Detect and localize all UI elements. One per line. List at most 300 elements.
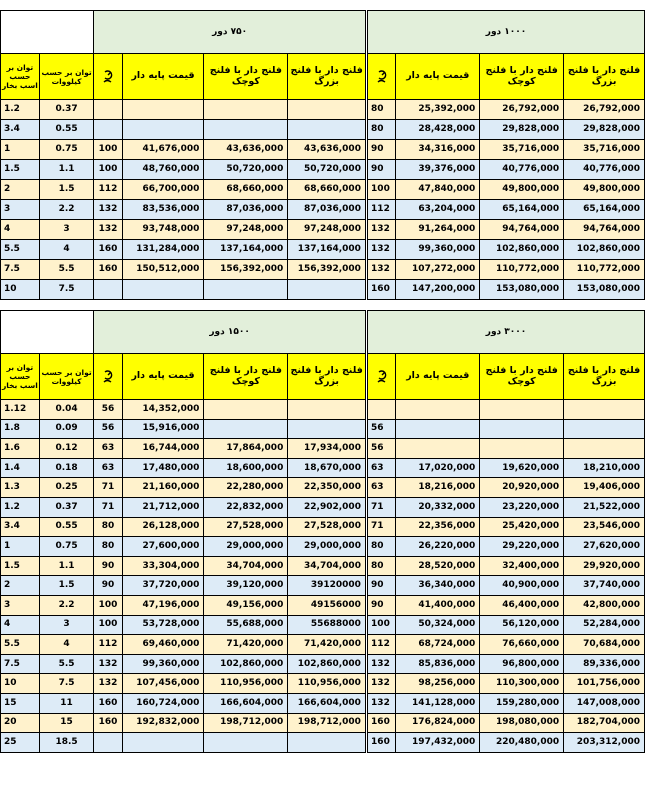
base-price-cell: 14,352,000 xyxy=(122,400,204,420)
frame-cell: 80 xyxy=(368,100,396,120)
small-flange-price-cell: 102,860,000 xyxy=(480,240,564,260)
frame-cell: 132 xyxy=(368,654,396,674)
hp-cell: 5.5 xyxy=(1,635,40,655)
big-flange-price-cell: 203,312,000 xyxy=(564,733,645,753)
hp-cell: 5.5 xyxy=(1,240,40,260)
kw-cell: 5.5 xyxy=(39,654,94,674)
frame-cell: 100 xyxy=(94,160,122,180)
big-flange-price-cell: 182,704,000 xyxy=(564,713,645,733)
big-flange-price-cell: 153,080,000 xyxy=(564,280,645,300)
table-row xyxy=(1,693,645,713)
header-frame xyxy=(94,54,122,100)
big-flange-price-cell: 102,860,000 xyxy=(564,240,645,260)
small-flange-price-cell: 40,776,000 xyxy=(480,160,564,180)
big-flange-price-cell: 65,164,000 xyxy=(564,200,645,220)
kw-cell: 0.55 xyxy=(39,120,94,140)
big-flange-price-cell: 94,764,000 xyxy=(564,220,645,240)
hp-cell: 2 xyxy=(1,180,40,200)
hp-cell: 7.5 xyxy=(1,260,40,280)
table-row xyxy=(1,200,645,220)
header-kw: توان بر حسب کیلووات xyxy=(39,54,94,100)
frame-cell: 100 xyxy=(368,615,396,635)
table-row xyxy=(1,100,645,120)
frame-cell: 160 xyxy=(368,713,396,733)
frame-cell: 56 xyxy=(368,439,396,459)
small-flange-price-cell: 27,528,000 xyxy=(204,517,288,537)
small-flange-price-cell: 159,280,000 xyxy=(480,693,564,713)
frame-cell: 80 xyxy=(368,120,396,140)
small-flange-price-cell xyxy=(204,400,288,420)
hp-cell: 1.5 xyxy=(1,556,40,576)
base-price-cell: 150,512,000 xyxy=(122,260,204,280)
table-row xyxy=(1,654,645,674)
big-flange-price-cell xyxy=(288,280,366,300)
table-row xyxy=(1,140,645,160)
base-price-cell: 99,360,000 xyxy=(122,654,204,674)
frame-cell: 63 xyxy=(368,458,396,478)
kw-cell: 5.5 xyxy=(39,260,94,280)
base-price-cell: 39,376,000 xyxy=(396,160,480,180)
big-flange-price-cell: 40,776,000 xyxy=(564,160,645,180)
big-flange-price-cell: 26,792,000 xyxy=(564,100,645,120)
hp-cell: 3.4 xyxy=(1,120,40,140)
big-flange-price-cell xyxy=(288,419,366,439)
small-flange-price-cell: 32,400,000 xyxy=(480,556,564,576)
small-flange-price-cell: 39,120,000 xyxy=(204,576,288,596)
base-price-cell: 25,392,000 xyxy=(396,100,480,120)
small-flange-price-cell: 110,300,000 xyxy=(480,674,564,694)
small-flange-price-cell: 220,480,000 xyxy=(480,733,564,753)
frame-cell: 160 xyxy=(94,693,122,713)
hp-cell: 1.12 xyxy=(1,400,40,420)
table-row xyxy=(1,497,645,517)
hp-cell: 2 xyxy=(1,576,40,596)
header-small-flange: فلنج دار با فلنج کوچک xyxy=(204,354,288,400)
hp-cell: 1 xyxy=(1,537,40,557)
frame-cell: 160 xyxy=(94,713,122,733)
table-row xyxy=(1,240,645,260)
frame-cell xyxy=(94,100,122,120)
frame-cell: 112 xyxy=(368,200,396,220)
price-table-750-1000 xyxy=(0,10,645,300)
frame-cell: 56 xyxy=(368,419,396,439)
big-flange-price-cell: 22,350,000 xyxy=(288,478,366,498)
base-price-cell: 27,600,000 xyxy=(122,537,204,557)
hp-cell: 25 xyxy=(1,733,40,753)
base-price-cell: 147,200,000 xyxy=(396,280,480,300)
frame-cell: 100 xyxy=(94,615,122,635)
hp-cell: 7.5 xyxy=(1,654,40,674)
small-flange-price-cell xyxy=(204,100,288,120)
kw-cell: 3 xyxy=(39,615,94,635)
kw-cell: 2.2 xyxy=(39,200,94,220)
base-price-cell: 22,356,000 xyxy=(396,517,480,537)
base-price-cell: 21,712,000 xyxy=(122,497,204,517)
frame-cell xyxy=(94,733,122,753)
base-price-cell: 176,824,000 xyxy=(396,713,480,733)
speedometer-icon xyxy=(102,69,114,85)
frame-cell: 71 xyxy=(94,478,122,498)
base-price-cell: 26,220,000 xyxy=(396,537,480,557)
hp-cell: 1 xyxy=(1,140,40,160)
base-price-cell: 197,432,000 xyxy=(396,733,480,753)
blank-corner xyxy=(1,311,94,354)
frame-cell: 80 xyxy=(94,517,122,537)
small-flange-price-cell: 46,400,000 xyxy=(480,595,564,615)
title-text: ۷۵۰ دور xyxy=(212,26,248,37)
base-price-cell: 15,916,000 xyxy=(122,419,204,439)
frame-cell: 132 xyxy=(368,693,396,713)
blank-corner xyxy=(1,11,94,54)
table-row xyxy=(1,576,645,596)
table-row xyxy=(1,439,645,459)
base-price-cell: 107,272,000 xyxy=(396,260,480,280)
header-kw: توان بر حسب کیلووات xyxy=(39,354,94,400)
hp-cell: 4 xyxy=(1,220,40,240)
small-flange-price-cell: 40,900,000 xyxy=(480,576,564,596)
kw-cell: 0.55 xyxy=(39,517,94,537)
header-hp: توان بر حسب اسب بخار xyxy=(1,354,40,400)
kw-cell: 0.37 xyxy=(39,100,94,120)
big-flange-price-cell: 29,000,000 xyxy=(288,537,366,557)
table-row xyxy=(1,419,645,439)
big-flange-price-cell: 42,800,000 xyxy=(564,595,645,615)
frame-cell: 132 xyxy=(94,654,122,674)
base-price-cell: 17,020,000 xyxy=(396,458,480,478)
speedometer-icon xyxy=(376,369,388,385)
hp-cell: 3 xyxy=(1,595,40,615)
big-flange-price-cell: 147,008,000 xyxy=(564,693,645,713)
hp-cell: 1.6 xyxy=(1,439,40,459)
base-price-cell: 85,836,000 xyxy=(396,654,480,674)
small-flange-price-cell: 56,120,000 xyxy=(480,615,564,635)
table-row xyxy=(1,220,645,240)
base-price-cell: 63,204,000 xyxy=(396,200,480,220)
base-price-cell: 53,728,000 xyxy=(122,615,204,635)
price-table-1500-3000 xyxy=(0,310,645,753)
kw-cell: 1.1 xyxy=(39,160,94,180)
base-price-cell: 47,840,000 xyxy=(396,180,480,200)
small-flange-price-cell xyxy=(480,419,564,439)
base-price-cell: 98,256,000 xyxy=(396,674,480,694)
base-price-cell: 141,128,000 xyxy=(396,693,480,713)
header-frame xyxy=(368,354,396,400)
big-flange-price-cell: 35,716,000 xyxy=(564,140,645,160)
speed-title-left xyxy=(94,11,366,54)
kw-cell: 0.04 xyxy=(39,400,94,420)
small-flange-price-cell xyxy=(204,419,288,439)
base-price-cell: 18,216,000 xyxy=(396,478,480,498)
small-flange-price-cell: 43,636,000 xyxy=(204,140,288,160)
frame-cell: 132 xyxy=(94,220,122,240)
base-price-cell xyxy=(396,439,480,459)
kw-cell: 4 xyxy=(39,240,94,260)
header-base: قیمت پایه دار xyxy=(122,354,204,400)
base-price-cell: 160,724,000 xyxy=(122,693,204,713)
big-flange-price-cell: 55688000 xyxy=(288,615,366,635)
big-flange-price-cell xyxy=(564,419,645,439)
base-price-cell: 99,360,000 xyxy=(396,240,480,260)
hp-cell: 1.8 xyxy=(1,419,40,439)
frame-cell: 90 xyxy=(368,576,396,596)
small-flange-price-cell: 97,248,000 xyxy=(204,220,288,240)
big-flange-price-cell: 17,934,000 xyxy=(288,439,366,459)
frame-cell: 100 xyxy=(368,180,396,200)
header-small-flange: فلنج دار با فلنج کوچک xyxy=(480,54,564,100)
title-text: ۱۵۰۰ دور xyxy=(209,326,250,337)
kw-cell: 7.5 xyxy=(39,674,94,694)
kw-cell: 0.75 xyxy=(39,140,94,160)
kw-cell: 0.75 xyxy=(39,537,94,557)
frame-cell xyxy=(94,120,122,140)
kw-cell: 0.09 xyxy=(39,419,94,439)
small-flange-price-cell xyxy=(480,400,564,420)
table-row xyxy=(1,674,645,694)
big-flange-price-cell: 22,902,000 xyxy=(288,497,366,517)
table-row xyxy=(1,478,645,498)
small-flange-price-cell: 35,716,000 xyxy=(480,140,564,160)
small-flange-price-cell: 49,156,000 xyxy=(204,595,288,615)
hp-cell: 1.2 xyxy=(1,497,40,517)
kw-cell: 3 xyxy=(39,220,94,240)
base-price-cell: 107,456,000 xyxy=(122,674,204,694)
base-price-cell: 91,264,000 xyxy=(396,220,480,240)
table-row xyxy=(1,517,645,537)
base-price-cell: 41,676,000 xyxy=(122,140,204,160)
table-row xyxy=(1,160,645,180)
small-flange-price-cell: 110,956,000 xyxy=(204,674,288,694)
big-flange-price-cell: 156,392,000 xyxy=(288,260,366,280)
header-small-flange: فلنج دار با فلنج کوچک xyxy=(204,54,288,100)
kw-cell: 11 xyxy=(39,693,94,713)
frame-cell: 80 xyxy=(94,537,122,557)
small-flange-price-cell: 166,604,000 xyxy=(204,693,288,713)
small-flange-price-cell: 198,080,000 xyxy=(480,713,564,733)
frame-cell: 112 xyxy=(94,180,122,200)
big-flange-price-cell: 34,704,000 xyxy=(288,556,366,576)
small-flange-price-cell: 34,704,000 xyxy=(204,556,288,576)
table-row xyxy=(1,615,645,635)
base-price-cell: 33,304,000 xyxy=(122,556,204,576)
frame-cell: 90 xyxy=(368,160,396,180)
hp-cell: 1.4 xyxy=(1,458,40,478)
table-row xyxy=(1,400,645,420)
frame-cell: 132 xyxy=(368,260,396,280)
big-flange-price-cell: 68,660,000 xyxy=(288,180,366,200)
table-row xyxy=(1,713,645,733)
base-price-cell xyxy=(122,100,204,120)
small-flange-price-cell: 25,420,000 xyxy=(480,517,564,537)
small-flange-price-cell: 18,600,000 xyxy=(204,458,288,478)
big-flange-price-cell xyxy=(288,400,366,420)
big-flange-price-cell: 43,636,000 xyxy=(288,140,366,160)
small-flange-price-cell: 71,420,000 xyxy=(204,635,288,655)
base-price-cell: 16,744,000 xyxy=(122,439,204,459)
hp-cell: 3 xyxy=(1,200,40,220)
hp-cell: 1.5 xyxy=(1,160,40,180)
hp-cell: 1.3 xyxy=(1,478,40,498)
base-price-cell xyxy=(122,733,204,753)
big-flange-price-cell: 18,210,000 xyxy=(564,458,645,478)
base-price-cell: 93,748,000 xyxy=(122,220,204,240)
kw-cell: 18.5 xyxy=(39,733,94,753)
frame-cell: 160 xyxy=(94,260,122,280)
kw-cell: 1.1 xyxy=(39,556,94,576)
hp-cell: 1.2 xyxy=(1,100,40,120)
big-flange-price-cell: 29,828,000 xyxy=(564,120,645,140)
small-flange-price-cell: 94,764,000 xyxy=(480,220,564,240)
small-flange-price-cell: 137,164,000 xyxy=(204,240,288,260)
kw-cell: 0.18 xyxy=(39,458,94,478)
big-flange-price-cell: 198,712,000 xyxy=(288,713,366,733)
small-flange-price-cell: 87,036,000 xyxy=(204,200,288,220)
big-flange-price-cell: 52,284,000 xyxy=(564,615,645,635)
table-row xyxy=(1,260,645,280)
big-flange-price-cell: 97,248,000 xyxy=(288,220,366,240)
big-flange-price-cell: 19,406,000 xyxy=(564,478,645,498)
big-flange-price-cell: 49156000 xyxy=(288,595,366,615)
frame-cell: 56 xyxy=(94,419,122,439)
frame-cell: 63 xyxy=(94,439,122,459)
small-flange-price-cell: 26,792,000 xyxy=(480,100,564,120)
base-price-cell: 20,332,000 xyxy=(396,497,480,517)
small-flange-price-cell: 198,712,000 xyxy=(204,713,288,733)
small-flange-price-cell xyxy=(204,733,288,753)
frame-cell: 132 xyxy=(368,220,396,240)
frame-cell: 100 xyxy=(94,595,122,615)
small-flange-price-cell: 55,688,000 xyxy=(204,615,288,635)
base-price-cell: 37,720,000 xyxy=(122,576,204,596)
small-flange-price-cell: 22,280,000 xyxy=(204,478,288,498)
kw-cell: 0.37 xyxy=(39,497,94,517)
header-hp: توان بر حسب اسب بخار xyxy=(1,54,40,100)
header-base: قیمت پایه دار xyxy=(122,54,204,100)
big-flange-price-cell: 89,336,000 xyxy=(564,654,645,674)
table-row xyxy=(1,733,645,753)
title-text: ۳۰۰۰ دور xyxy=(485,326,527,337)
base-price-cell: 26,128,000 xyxy=(122,517,204,537)
small-flange-price-cell: 20,920,000 xyxy=(480,478,564,498)
base-price-cell xyxy=(396,400,480,420)
header-big-flange: فلنج دار با فلنج بزرگ xyxy=(288,54,366,100)
frame-cell: 132 xyxy=(368,674,396,694)
frame-cell: 160 xyxy=(368,280,396,300)
header-base: قیمت پایه دار xyxy=(396,54,480,100)
frame-cell: 71 xyxy=(368,497,396,517)
hp-cell: 20 xyxy=(1,713,40,733)
table-row xyxy=(1,595,645,615)
base-price-cell: 17,480,000 xyxy=(122,458,204,478)
header-frame xyxy=(368,54,396,100)
header-big-flange: فلنج دار با فلنج بزرگ xyxy=(564,54,645,100)
base-price-cell: 68,724,000 xyxy=(396,635,480,655)
frame-cell: 90 xyxy=(94,576,122,596)
big-flange-price-cell: 87,036,000 xyxy=(288,200,366,220)
kw-cell: 4 xyxy=(39,635,94,655)
frame-cell: 90 xyxy=(94,556,122,576)
small-flange-price-cell: 50,720,000 xyxy=(204,160,288,180)
big-flange-price-cell: 137,164,000 xyxy=(288,240,366,260)
table-row xyxy=(1,458,645,478)
small-flange-price-cell: 76,660,000 xyxy=(480,635,564,655)
small-flange-price-cell: 17,864,000 xyxy=(204,439,288,459)
base-price-cell: 66,700,000 xyxy=(122,180,204,200)
table-row xyxy=(1,635,645,655)
small-flange-price-cell xyxy=(204,120,288,140)
big-flange-price-cell xyxy=(288,733,366,753)
big-flange-price-cell xyxy=(288,120,366,140)
base-price-cell: 28,428,000 xyxy=(396,120,480,140)
frame-cell: 112 xyxy=(368,635,396,655)
table-row xyxy=(1,537,645,557)
small-flange-price-cell: 110,772,000 xyxy=(480,260,564,280)
big-flange-price-cell: 29,920,000 xyxy=(564,556,645,576)
frame-cell: 132 xyxy=(94,200,122,220)
frame-cell: 160 xyxy=(368,733,396,753)
big-flange-price-cell: 166,604,000 xyxy=(288,693,366,713)
base-price-cell: 47,196,000 xyxy=(122,595,204,615)
base-price-cell: 48,760,000 xyxy=(122,160,204,180)
frame-cell: 132 xyxy=(94,674,122,694)
hp-cell: 3.4 xyxy=(1,517,40,537)
speed-title-right xyxy=(368,11,645,54)
table-row xyxy=(1,120,645,140)
big-flange-price-cell: 27,620,000 xyxy=(564,537,645,557)
hp-cell: 4 xyxy=(1,615,40,635)
big-flange-price-cell: 21,522,000 xyxy=(564,497,645,517)
big-flange-price-cell xyxy=(288,100,366,120)
table-row xyxy=(1,556,645,576)
table-row xyxy=(1,280,645,300)
big-flange-price-cell: 23,546,000 xyxy=(564,517,645,537)
base-price-cell: 50,324,000 xyxy=(396,615,480,635)
speedometer-icon xyxy=(376,69,388,85)
big-flange-price-cell: 18,670,000 xyxy=(288,458,366,478)
big-flange-price-cell xyxy=(564,439,645,459)
frame-cell xyxy=(368,400,396,420)
small-flange-price-cell: 29,000,000 xyxy=(204,537,288,557)
big-flange-price-cell: 70,684,000 xyxy=(564,635,645,655)
big-flange-price-cell: 110,956,000 xyxy=(288,674,366,694)
small-flange-price-cell: 19,620,000 xyxy=(480,458,564,478)
base-price-cell: 69,460,000 xyxy=(122,635,204,655)
speed-title-left xyxy=(94,311,366,354)
header-big-flange: فلنج دار با فلنج بزرگ xyxy=(288,354,366,400)
big-flange-price-cell: 101,756,000 xyxy=(564,674,645,694)
small-flange-price-cell: 65,164,000 xyxy=(480,200,564,220)
base-price-cell: 28,520,000 xyxy=(396,556,480,576)
base-price-cell xyxy=(122,280,204,300)
kw-cell: 7.5 xyxy=(39,280,94,300)
big-flange-price-cell xyxy=(564,400,645,420)
small-flange-price-cell xyxy=(480,439,564,459)
big-flange-price-cell: 37,740,000 xyxy=(564,576,645,596)
small-flange-price-cell: 23,220,000 xyxy=(480,497,564,517)
small-flange-price-cell: 96,800,000 xyxy=(480,654,564,674)
speedometer-icon xyxy=(102,369,114,385)
frame-cell: 80 xyxy=(368,556,396,576)
big-flange-price-cell: 50,720,000 xyxy=(288,160,366,180)
kw-cell: 1.5 xyxy=(39,180,94,200)
hp-cell: 10 xyxy=(1,674,40,694)
header-small-flange: فلنج دار با فلنج کوچک xyxy=(480,354,564,400)
big-flange-price-cell: 49,800,000 xyxy=(564,180,645,200)
small-flange-price-cell: 29,828,000 xyxy=(480,120,564,140)
big-flange-price-cell: 39120000 xyxy=(288,576,366,596)
small-flange-price-cell: 68,660,000 xyxy=(204,180,288,200)
title-text: ۱۰۰۰ دور xyxy=(485,26,527,37)
small-flange-price-cell: 102,860,000 xyxy=(204,654,288,674)
